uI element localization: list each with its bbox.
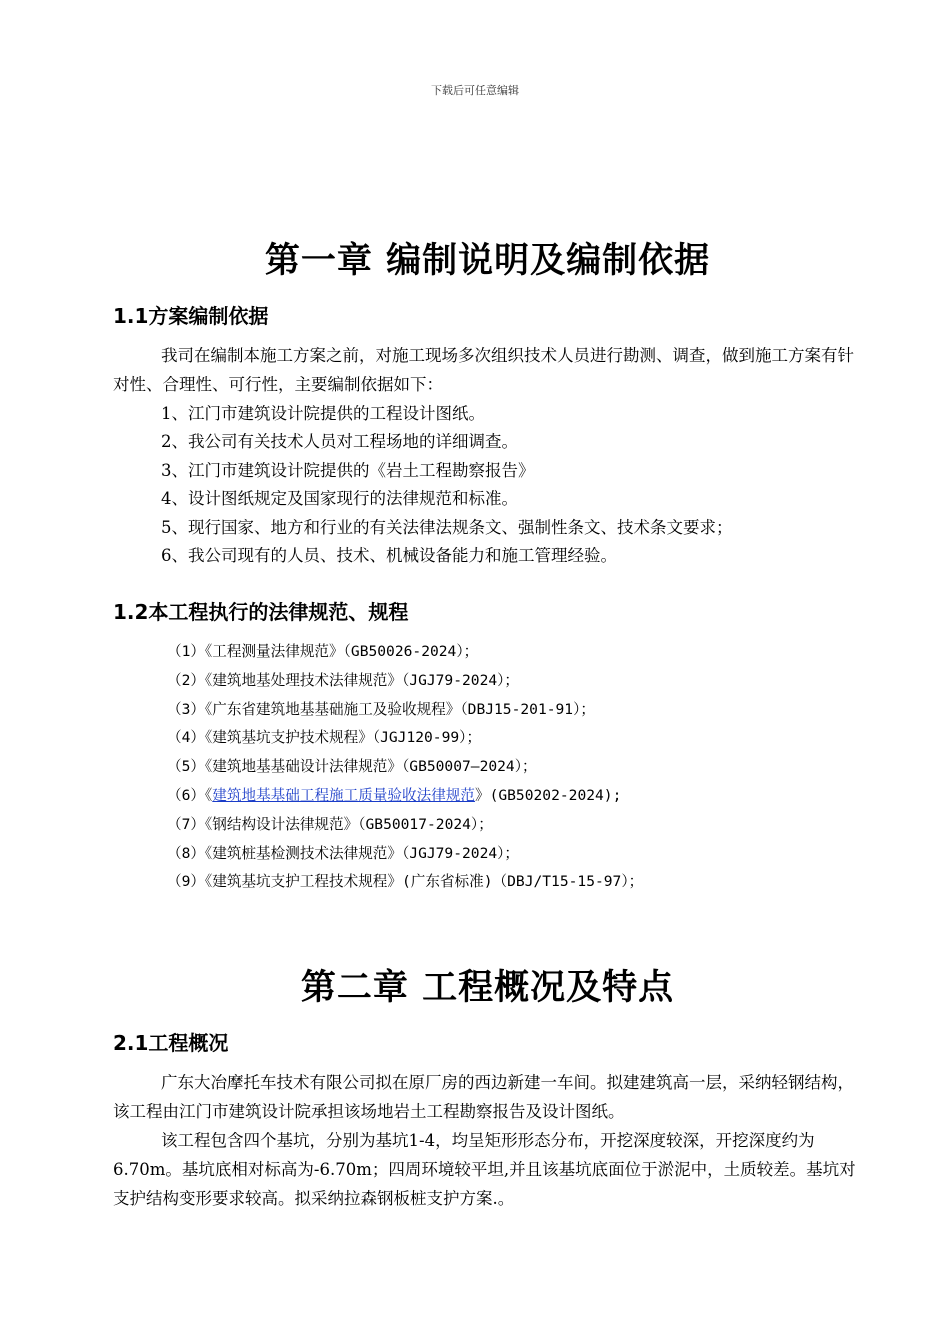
standard-item-prefix: （6）《 <box>167 786 213 804</box>
standard-item: （2）《建筑地基处理技术法律规范》（JGJ79-2024）； <box>167 671 520 689</box>
chapter-2-title: 第二章 工程概况及特点 <box>300 968 675 1008</box>
standard-item: （8）《建筑桩基检测技术法律规范》（JGJ79-2024）； <box>167 844 520 862</box>
standard-item: （3）《广东省建筑地基基础施工及验收规程》（DBJ15-201-91）； <box>167 700 595 718</box>
basis-item: 4、设计图纸规定及国家现行的法律规范和标准。 <box>161 489 518 509</box>
basis-item: 2、我公司有关技术人员对工程场地的详细调查。 <box>161 432 518 452</box>
standard-item: （9）《建筑基坑支护工程技术规程》(广东省标准)（DBJ/T15-15-97）； <box>167 873 644 891</box>
basis-item: 6、我公司现有的人员、技术、机械设备能力和施工管理经验。 <box>161 546 617 566</box>
standard-item-suffix: 》(GB50202-2024); <box>474 786 622 804</box>
overview-paragraph-2: 该工程包含四个基坑，分别为基坑1-4，均呈矩形形态分布，开挖深度较深，开挖深度约为6.70m。基坑底相对标高为-6.70m；四周环境较平坦,并且该基坑底面位于淤泥中，土质较差。基坑对支护结构变形要求较高。拟采纳拉森钢板桩支护方案.。 <box>113 1131 856 1208</box>
standard-item-linked <box>167 782 643 811</box>
standard-item: （7）《钢结构设计法律规范》（GB50017-2024）； <box>167 815 493 833</box>
standard-item: （4）《建筑基坑支护技术规程》（JGJ120-99）； <box>167 729 482 747</box>
standard-item: （1）《工程测量法律规范》（GB50026-2024）； <box>167 643 479 660</box>
page-header-note: 下载后可任意编辑 <box>431 84 519 97</box>
standards-list <box>167 638 643 897</box>
section-1-2-title: 1.2本工程执行的法律规范、规程 <box>113 600 409 624</box>
basis-list <box>161 400 733 570</box>
basis-item: 1、江门市建筑设计院提供的工程设计图纸。 <box>161 404 485 423</box>
basis-item: 5、现行国家、地方和行业的有关法律法规条文、强制性条文、技术条文要求； <box>161 517 733 537</box>
section-1-1-intro: 我司在编制本施工方案之前，对施工现场多次组织技术人员进行勘测、调查，做到施工方案有针对性、合理性、可行性，主要编制依据如下： <box>113 346 854 394</box>
section-1-1-title: 1.1方案编制依据 <box>113 304 269 328</box>
standard-hyperlink[interactable]: 建筑地基基础工程施工质量验收法律规范 <box>212 786 475 804</box>
chapter-1-title: 第一章 编制说明及编制依据 <box>264 241 711 281</box>
basis-item: 3、江门市建筑设计院提供的《岩土工程勘察报告》 <box>161 460 535 480</box>
section-2-1-title: 2.1工程概况 <box>113 1031 229 1055</box>
standard-item: （5）《建筑地基基础设计法律规范》（GB50007—2024）； <box>167 758 537 776</box>
overview-paragraph-1: 广东大冶摩托车技术有限公司拟在原厂房的西边新建一车间。拟建建筑高一层，采纳轻钢结构，该工程由江门市建筑设计院承担该场地岩土工程勘察报告及设计图纸。 <box>113 1073 854 1121</box>
